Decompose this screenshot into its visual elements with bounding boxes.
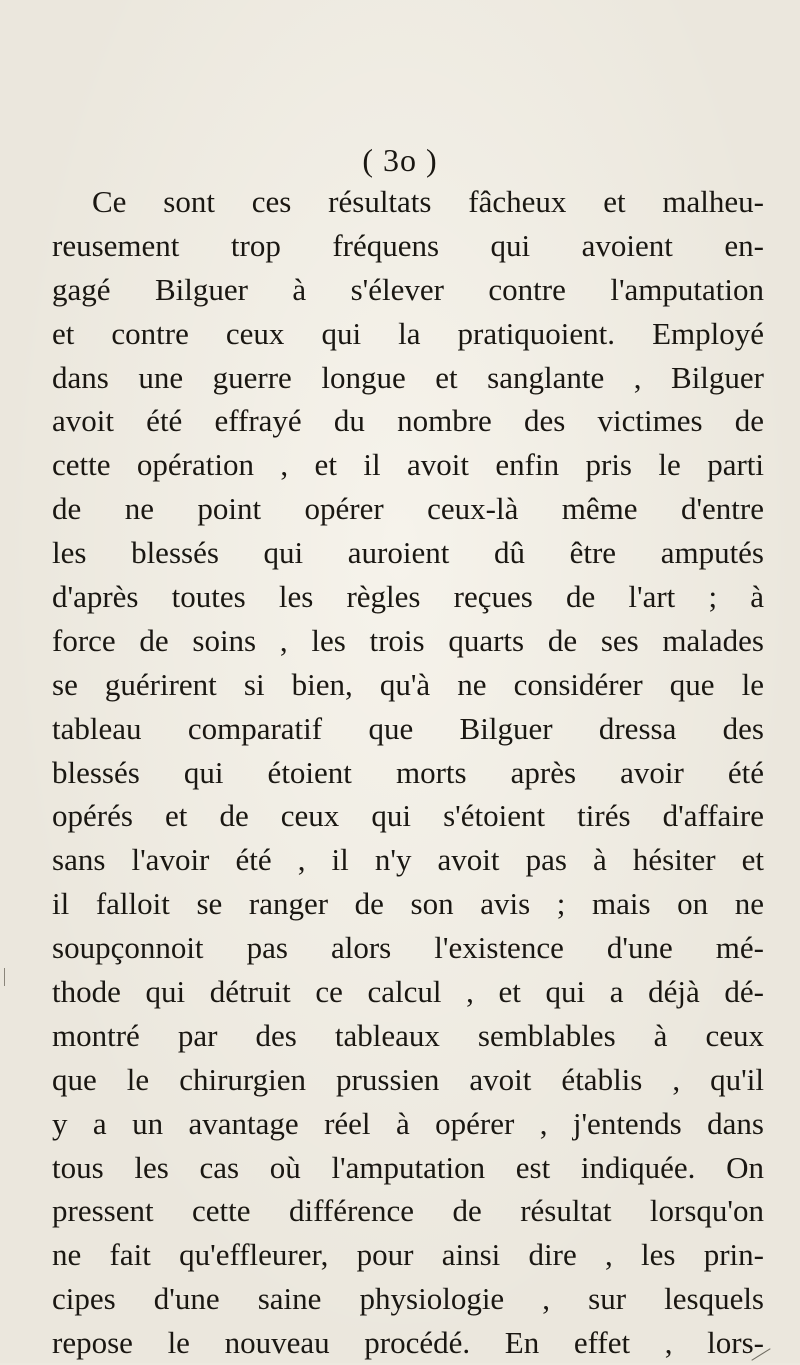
text-line: sans l'avoir été , il n'y avoit pas à hésiter et (52, 842, 764, 878)
text-line: dans une guerre longue et sanglante , Bilguer (52, 359, 764, 395)
text-line: Ce sont ces résultats fâcheux et malheu- (92, 184, 764, 219)
body-text (52, 180, 764, 1365)
text-line: montré par des tableaux semblables à ceux (52, 1017, 764, 1053)
text-line: les blessés qui auroient dû être amputés (52, 535, 764, 571)
text-line: cipes d'une saine physiologie , sur lesquels (52, 1281, 764, 1317)
text-line: y a un avantage réel à opérer , j'entends dans (52, 1105, 764, 1141)
text-line: se guérirent si bien, qu'à ne considérer que le (52, 666, 764, 702)
text-line: soupçonnoit pas alors l'existence d'une mé- (52, 930, 764, 966)
text-line: et contre ceux qui la pratiquoient. Employé (52, 315, 764, 351)
text-line: de ne point opérer ceux-là même d'entre (52, 491, 764, 527)
text-line: tableau comparatif que Bilguer dressa des (52, 710, 764, 746)
text-line: que le chirurgien prussien avoit établis , qu'il (52, 1061, 764, 1097)
text-line: blessés qui étoient morts après avoir été (52, 754, 764, 790)
text-line: reusement trop fréquens qui avoient en- (52, 227, 764, 263)
text-line: avoit été effrayé du nombre des victimes de (52, 403, 764, 439)
text-line: gagé Bilguer à s'élever contre l'amputation (52, 271, 764, 307)
text-line: force de soins , les trois quarts de ses malades (52, 622, 764, 658)
text-line: cette opération , et il avoit enfin pris le parti (52, 447, 764, 483)
text-line: ne fait qu'effleurer, pour ainsi dire , les prin- (52, 1237, 764, 1273)
text-line: pressent cette différence de résultat lorsqu'on (52, 1193, 764, 1229)
text-line: il falloit se ranger de son avis ; mais on ne (52, 886, 764, 922)
text-line: tous les cas où l'amputation est indiquée. On (52, 1149, 764, 1185)
text-line: d'après toutes les règles reçues de l'art ; à (52, 579, 764, 615)
text-line: opérés et de ceux qui s'étoient tirés d'affaire (52, 798, 764, 834)
text-line: repose le nouveau procédé. En effet , lors- (52, 1325, 764, 1361)
text-line: thode qui détruit ce calcul , et qui a déjà dé- (52, 974, 764, 1010)
page-number: ( 3o ) (362, 142, 438, 178)
margin-mark (4, 968, 5, 986)
